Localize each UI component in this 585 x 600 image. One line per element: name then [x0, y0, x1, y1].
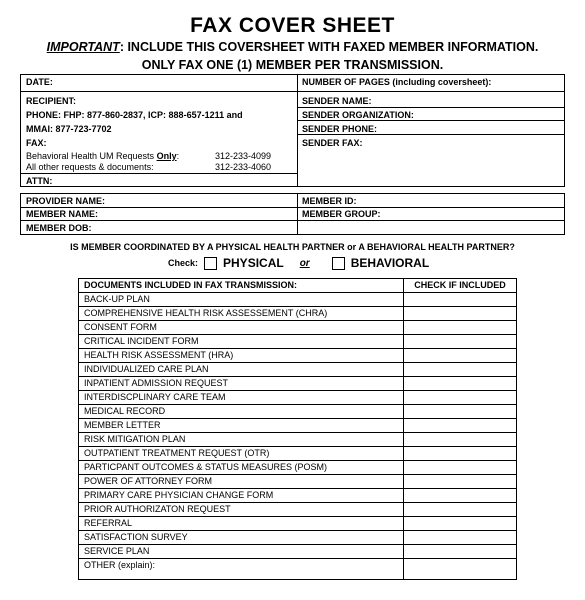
table-row	[79, 349, 517, 363]
document-name: MEDICAL RECORD	[79, 405, 404, 419]
documents-table	[78, 278, 517, 580]
fax-field: FAX:	[26, 138, 47, 148]
document-name: SATISFACTION SURVEY	[79, 531, 404, 545]
include-check-cell[interactable]	[404, 293, 517, 307]
important-notice	[0, 40, 585, 54]
table-row	[79, 433, 517, 447]
member-id-field[interactable]: MEMBER ID:	[302, 196, 357, 206]
member-dob-field[interactable]: MEMBER DOB:	[26, 223, 92, 233]
document-name: INTERDISCPLINARY CARE TEAM	[79, 391, 404, 405]
member-group-field[interactable]: MEMBER GROUP:	[302, 209, 381, 219]
include-check-cell[interactable]	[404, 475, 517, 489]
table-row	[79, 419, 517, 433]
member-name-field[interactable]: MEMBER NAME:	[26, 209, 98, 219]
document-name: POWER OF ATTORNEY FORM	[79, 475, 404, 489]
or-label: or	[299, 257, 310, 269]
document-name: CRITICAL INCIDENT FORM	[79, 335, 404, 349]
coordination-question: IS MEMBER COORDINATED BY A PHYSICAL HEALTH PARTNER or A BEHAVIORAL HEALTH PARTNER?	[70, 242, 515, 252]
table-header-row	[79, 279, 517, 293]
include-check-cell[interactable]	[404, 307, 517, 321]
bh-um-fax-number: 312-233-4099	[215, 151, 272, 161]
recipient-field[interactable]: RECIPIENT:	[26, 96, 77, 106]
include-check-cell[interactable]	[404, 447, 517, 461]
include-check-cell[interactable]	[404, 559, 517, 580]
include-check-cell[interactable]	[404, 377, 517, 391]
table-row	[79, 405, 517, 419]
document-name: INDIVIDUALIZED CARE PLAN	[79, 363, 404, 377]
num-pages-field[interactable]: NUMBER OF PAGES (including coversheet):	[302, 77, 492, 87]
table-row	[79, 447, 517, 461]
include-check-cell[interactable]	[404, 433, 517, 447]
sender-org-field[interactable]: SENDER ORGANIZATION:	[302, 110, 414, 120]
include-check-cell[interactable]	[404, 391, 517, 405]
table-row	[79, 545, 517, 559]
phone-line-1: PHONE: FHP: 877-860-2837, ICP: 888-657-1211 and	[26, 110, 243, 120]
all-other-requests: All other requests & documents:	[26, 162, 154, 172]
document-name: OUTPATIENT TREATMENT REQUEST (OTR)	[79, 447, 404, 461]
table-row	[79, 489, 517, 503]
date-row-divider	[20, 91, 565, 92]
include-check-cell[interactable]	[404, 419, 517, 433]
include-check-cell[interactable]	[404, 517, 517, 531]
include-check-cell[interactable]	[404, 335, 517, 349]
only-label: Only	[156, 151, 177, 161]
check-column-header: CHECK IF INCLUDED	[404, 279, 517, 293]
sender-fax-field[interactable]: SENDER FAX:	[302, 138, 363, 148]
table-row	[79, 461, 517, 475]
document-name: SERVICE PLAN	[79, 545, 404, 559]
one-member-notice: ONLY FAX ONE (1) MEMBER PER TRANSMISSION.	[141, 58, 444, 72]
bh-um-label: Behavioral Health UM Requests	[26, 151, 155, 161]
include-check-cell[interactable]	[404, 349, 517, 363]
document-title: FAX COVER SHEET	[190, 14, 395, 37]
table-row	[79, 559, 517, 580]
table-row	[79, 377, 517, 391]
include-check-cell[interactable]	[404, 545, 517, 559]
documents-list	[79, 293, 517, 580]
physical-label: PHYSICAL	[223, 256, 284, 270]
document-name: PRIMARY CARE PHYSICIAN CHANGE FORM	[79, 489, 404, 503]
sender-name-divider	[297, 107, 565, 108]
document-name: COMPREHENSIVE HEALTH RISK ASSESSEMENT (CHRA)	[79, 307, 404, 321]
document-name: PRIOR AUTHORIZATON REQUEST	[79, 503, 404, 517]
include-check-cell[interactable]	[404, 489, 517, 503]
attn-row-divider	[20, 173, 298, 174]
behavioral-checkbox[interactable]	[332, 257, 345, 270]
include-check-cell[interactable]	[404, 503, 517, 517]
documents-column-header: DOCUMENTS INCLUDED IN FAX TRANSMISSION:	[79, 279, 404, 293]
document-name: HEALTH RISK ASSESSMENT (HRA)	[79, 349, 404, 363]
provider-name-field[interactable]: PROVIDER NAME:	[26, 196, 106, 206]
member-name-row-divider	[20, 220, 565, 221]
document-name: OTHER (explain):	[79, 559, 404, 580]
table-row	[79, 517, 517, 531]
include-check-cell[interactable]	[404, 405, 517, 419]
important-label: IMPORTANT	[46, 40, 120, 54]
include-check-cell[interactable]	[404, 363, 517, 377]
sender-phone-field[interactable]: SENDER PHONE:	[302, 124, 378, 134]
check-label: Check:	[168, 258, 199, 268]
table-row	[79, 293, 517, 307]
document-name: MEMBER LETTER	[79, 419, 404, 433]
important-text: : INCLUDE THIS COVERSHEET WITH FAXED MEMBER INFORMATION.	[119, 40, 539, 54]
attn-field[interactable]: ATTN:	[26, 176, 53, 186]
phone-line-2: MMAI: 877-723-7702	[26, 124, 112, 134]
all-other-fax-number: 312-233-4060	[215, 162, 272, 172]
document-name: PARTICPANT OUTCOMES & STATUS MEASURES (POSM)	[79, 461, 404, 475]
table-row	[79, 391, 517, 405]
table-row	[79, 335, 517, 349]
include-check-cell[interactable]	[404, 461, 517, 475]
behavioral-label: BEHAVIORAL	[350, 256, 430, 270]
document-name: REFERRAL	[79, 517, 404, 531]
table-row	[79, 531, 517, 545]
provider-row-divider	[20, 207, 565, 208]
sender-name-field[interactable]: SENDER NAME:	[302, 96, 372, 106]
physical-checkbox[interactable]	[204, 257, 217, 270]
include-check-cell[interactable]	[404, 531, 517, 545]
table-row	[79, 363, 517, 377]
document-name: INPATIENT ADMISSION REQUEST	[79, 377, 404, 391]
partner-check-row	[168, 256, 429, 270]
table-row	[79, 503, 517, 517]
include-check-cell[interactable]	[404, 321, 517, 335]
bh-um-requests: Behavioral Health UM Requests Only:	[26, 151, 180, 161]
table-row	[79, 321, 517, 335]
table-row	[79, 475, 517, 489]
member-divider	[297, 193, 298, 235]
document-name: RISK MITIGATION PLAN	[79, 433, 404, 447]
document-name: CONSENT FORM	[79, 321, 404, 335]
date-field[interactable]: DATE:	[26, 77, 53, 87]
document-name: BACK-UP PLAN	[79, 293, 404, 307]
table-row	[79, 307, 517, 321]
